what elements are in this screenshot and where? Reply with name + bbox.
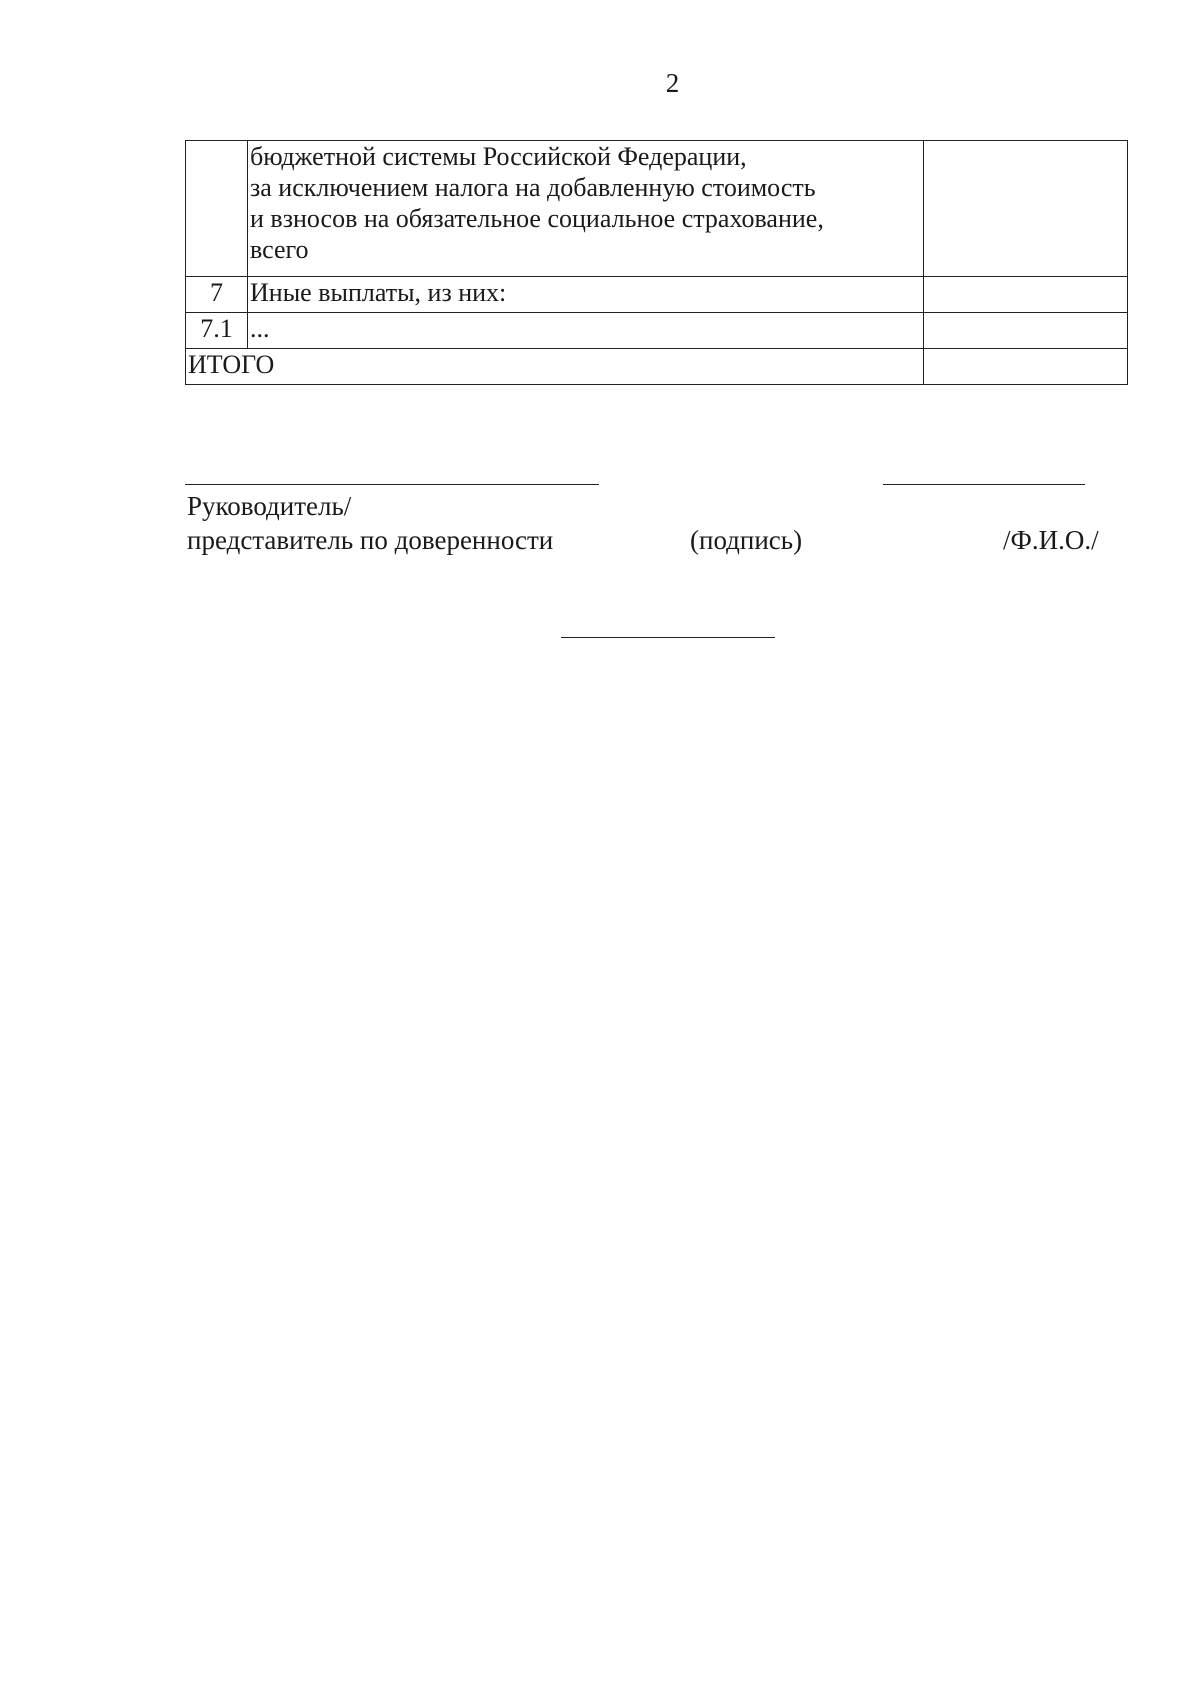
- signature-label: (подпись): [690, 525, 803, 555]
- role-label-line2: представитель по доверенности: [187, 525, 554, 555]
- row-name-cell: ...: [248, 313, 924, 349]
- row-name-cell: Иные выплаты, из них:: [248, 277, 924, 313]
- end-of-document-line: [561, 637, 775, 638]
- row-number-cell: 7.1: [186, 313, 248, 349]
- total-row: [186, 349, 1128, 385]
- payments-table: [185, 140, 1128, 385]
- row-name-line: за исключением налога на добавленную стоимость: [250, 173, 816, 202]
- total-label-cell: ИТОГО: [186, 349, 924, 385]
- row-name-line: и взносов на обязательное социальное страхование,: [250, 204, 824, 233]
- role-label-line1: Руководитель/: [187, 491, 352, 521]
- row-name-cell: [248, 141, 924, 277]
- total-amount-cell: [924, 349, 1128, 385]
- row-number-cell: 7: [186, 277, 248, 313]
- name-signature-line: [883, 484, 1085, 485]
- row-number-cell: [186, 141, 248, 277]
- row-name-line: бюджетной системы Российской Федерации,: [250, 142, 747, 171]
- row-name-line: всего: [250, 235, 309, 264]
- table-row: [186, 313, 1128, 349]
- name-label: /Ф.И.О./: [1003, 525, 1099, 555]
- table-row: [186, 277, 1128, 313]
- role-signature-line: [185, 484, 599, 485]
- table-row: [186, 141, 1128, 277]
- row-amount-cell: [924, 141, 1128, 277]
- row-amount-cell: [924, 277, 1128, 313]
- row-amount-cell: [924, 313, 1128, 349]
- page-number: 2: [665, 68, 680, 98]
